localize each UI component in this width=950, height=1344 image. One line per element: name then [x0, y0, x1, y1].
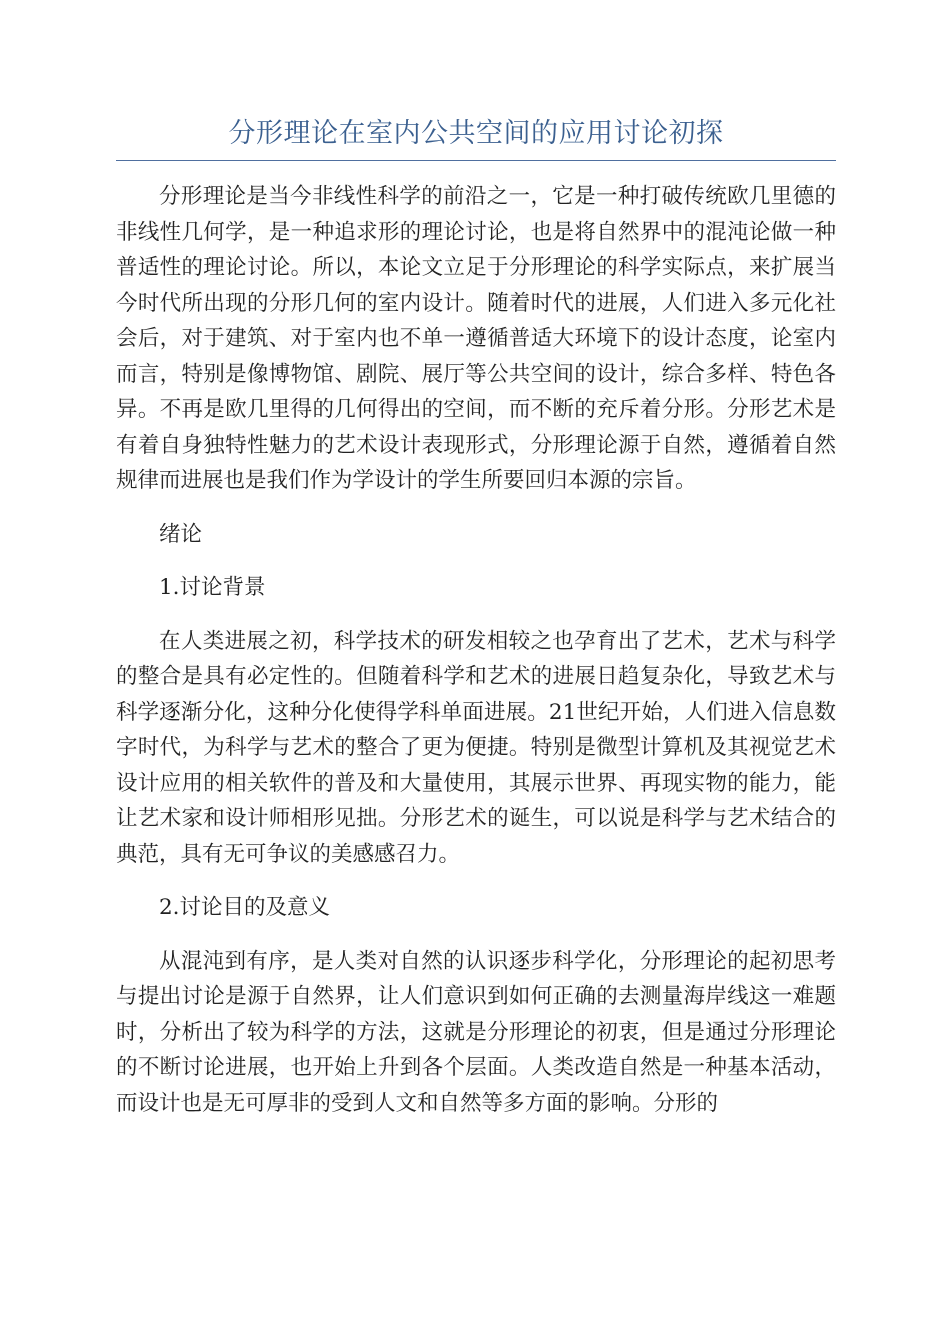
document-title: 分形理论在室内公共空间的应用讨论初探 [116, 112, 836, 161]
document-body [116, 179, 836, 1121]
document-page [116, 112, 836, 1121]
purpose-paragraph: 从混沌到有序，是人类对自然的认识逐步科学化，分形理论的起初思考与提出讨论是源于自然界，让人们意识到如何正确的去测量海岸线这一难题时，分析出了较为科学的方法，这就是分形理论的初衷，但是通过分形理论的不断讨论进展，也开始上升到各个层面。人类改造自然是一种基本活动，而设计也是无可厚非的受到人文和自然等多方面的影响。分形的 [116, 948, 836, 1116]
section-heading-background: 1.讨论背景 [159, 575, 266, 600]
section-heading-intro: 绪论 [159, 521, 203, 547]
abstract-paragraph: 分形理论是当今非线性科学的前沿之一，它是一种打破传统欧几里德的非线性几何学，是一种追求形的理论讨论，也是将自然界中的混沌论做一种普适性的理论讨论。所以，本论文立足于分形理论的科学实际点，来扩展当今时代所出现的分形几何的室内设计。随着时代的进展，人们进入多元化社会后，对于建筑、对于室内也不单一遵循普适大环境下的设计态度，论室内而言，特别是像博物馆、剧院、展厅等公共空间的设计，综合多样、特色各异。不再是欧几里得的几何得出的空间，而不断的充斥着分形。分形艺术是有着自身独特性魅力的艺术设计表现形式，分形理论源于自然，遵循着自然规律而进展也是我们作为学设计的学生所要回归本源的宗旨。 [116, 184, 836, 493]
background-paragraph: 在人类进展之初，科学技术的研发相较之也孕育出了艺术，艺术与科学的整合是具有必定性的。但随着科学和艺术的进展日趋复杂化，导致艺术与科学逐渐分化，这种分化使得学科单面进展。21世纪开始，人们进入信息数字时代，为科学与艺术的整合了更为便捷。特别是微型计算机及其视觉艺术设计应用的相关软件的普及和大量使用，其展示世界、再现实物的能力，能让艺术家和设计师相形见拙。分形艺术的诞生，可以说是科学与艺术结合的典范，具有无可争议的美感感召力。 [116, 628, 836, 867]
section-heading-purpose: 2.讨论目的及意义 [159, 895, 331, 920]
